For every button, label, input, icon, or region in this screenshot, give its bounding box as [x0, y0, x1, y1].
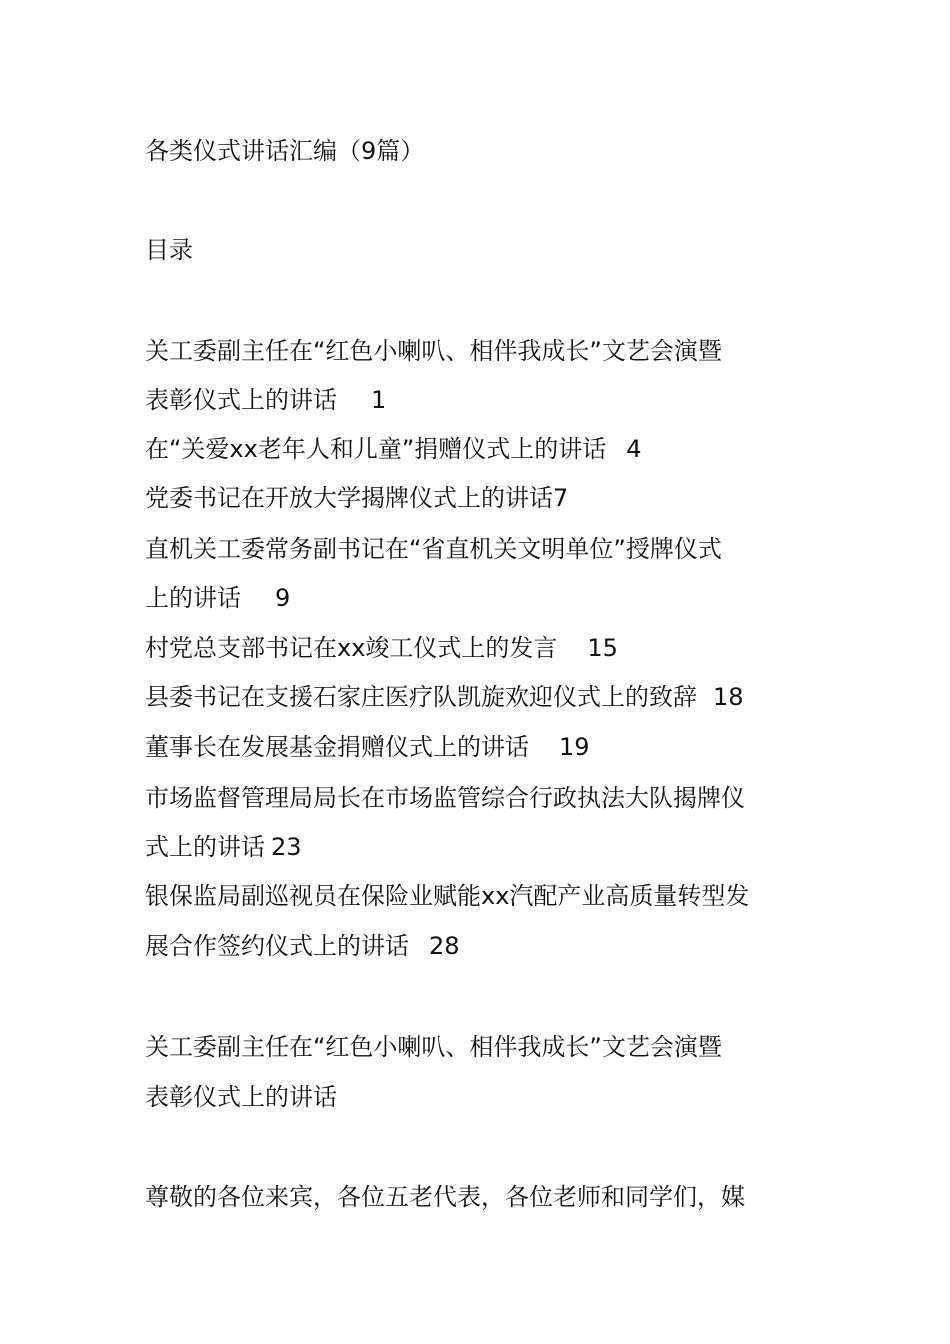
toc-heading: 目录 [145, 236, 193, 264]
toc-entry-7-text: 董事长在发展基金捐赠仪式上的讲话 [145, 733, 529, 761]
toc-entry-4-text: 上的讲话 [145, 584, 241, 612]
toc-entry-9-page: 28 [429, 932, 460, 960]
toc-entry-4-line1[interactable]: 直机关工委常务副书记在“省直机关文明单位”授牌仪式 [145, 535, 722, 563]
toc-entry-9-line2[interactable] [145, 930, 460, 962]
toc-entry-3-text: 党委书记在开放大学揭牌仪式上的讲话 [145, 484, 553, 512]
toc-entry-1-line2[interactable] [145, 384, 386, 416]
section-title-line2: 表彰仪式上的讲话 [145, 1083, 337, 1111]
document-title: 各类仪式讲话汇编（9篇） [145, 137, 425, 165]
toc-entry-8-text: 式上的讲话 [145, 833, 265, 861]
body-paragraph-line1: 尊敬的各位来宾，各位五老代表，各位老师和同学们，媒 [145, 1183, 745, 1211]
toc-entry-1-page: 1 [371, 386, 387, 414]
toc-entry-2-text: 在“关爱xx老年人和儿童”捐赠仪式上的讲话 [145, 435, 607, 463]
toc-entry-2[interactable] [145, 433, 642, 465]
toc-entry-1-text: 表彰仪式上的讲话 [145, 386, 337, 414]
toc-entry-8-line1[interactable]: 市场监督管理局局长在市场监管综合行政执法大队揭牌仪 [145, 784, 745, 812]
toc-entry-6-text: 县委书记在支援石家庄医疗队凯旋欢迎仪式上的致辞 [145, 683, 697, 711]
toc-entry-3[interactable] [145, 482, 568, 514]
toc-entry-4-page: 9 [275, 584, 291, 612]
toc-entry-9-line1[interactable]: 银保监局副巡视员在保险业赋能xx汽配产业高质量转型发 [145, 882, 750, 910]
toc-entry-1-line1[interactable]: 关工委副主任在“红色小喇叭、相伴我成长”文艺会演暨 [145, 337, 722, 365]
toc-entry-2-page: 4 [626, 435, 642, 463]
toc-entry-7-page: 19 [559, 733, 590, 761]
toc-entry-9-text: 展合作签约仪式上的讲话 [145, 932, 409, 960]
toc-entry-5-text: 村党总支部书记在xx竣工仪式上的发言 [145, 634, 558, 662]
toc-entry-3-page: 7 [553, 484, 569, 512]
toc-entry-4-line2[interactable] [145, 582, 290, 614]
toc-entry-6[interactable] [145, 681, 744, 713]
toc-entry-8-page: 23 [271, 833, 302, 861]
toc-entry-6-page: 18 [713, 683, 744, 711]
toc-entry-7[interactable] [145, 731, 590, 763]
toc-entry-8-line2[interactable] [145, 831, 302, 863]
section-title-line1: 关工委副主任在“红色小喇叭、相伴我成长”文艺会演暨 [145, 1033, 722, 1061]
toc-entry-5[interactable] [145, 632, 618, 664]
toc-entry-5-page: 15 [587, 634, 618, 662]
